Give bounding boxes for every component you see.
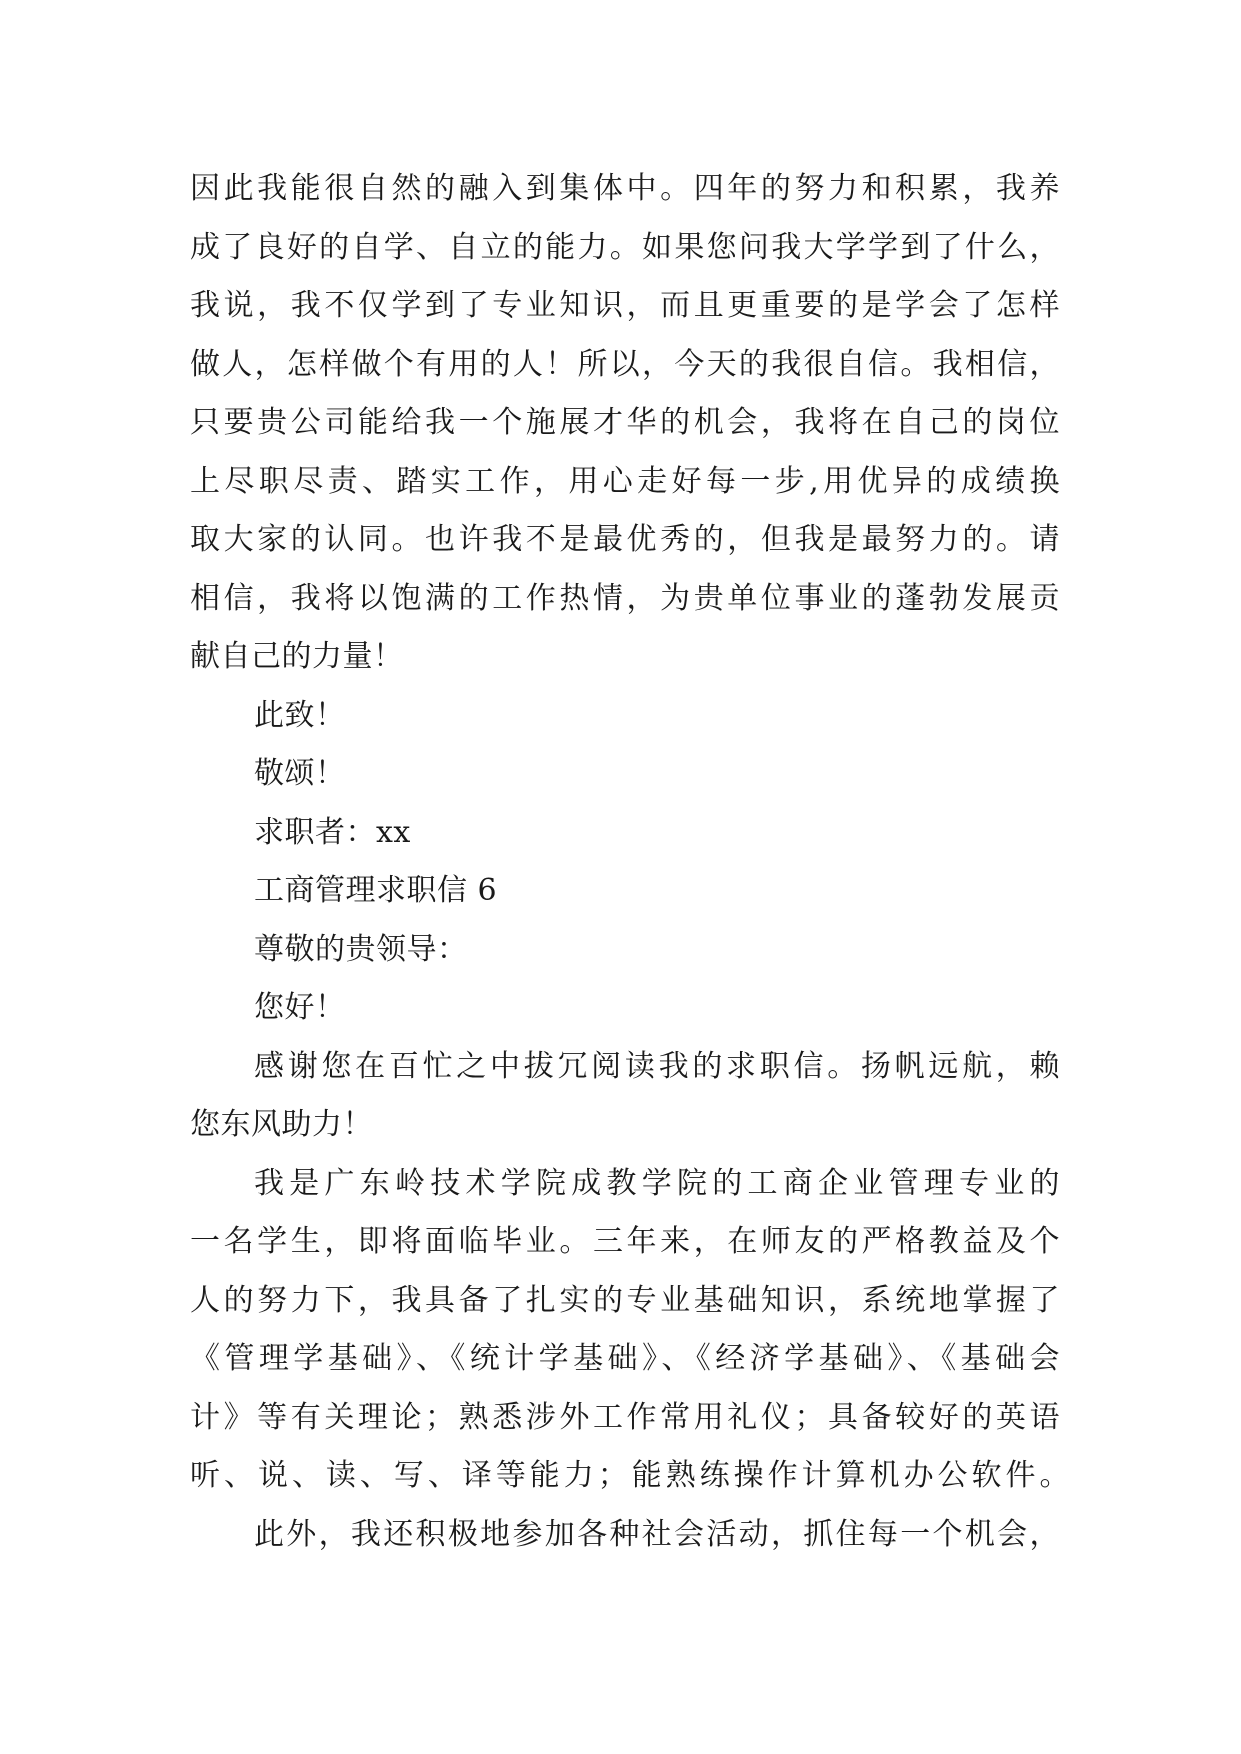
- text-line: 取大家的认同。也许我不是最优秀的，但我是最努力的。请: [190, 522, 1060, 557]
- signature-line: 求职者：xx: [254, 814, 411, 850]
- salutation-line: 尊敬的贵领导：: [254, 931, 468, 967]
- text-line: 上尽职尽责、踏实工作，用心走好每一步,用优异的成绩换: [190, 463, 1060, 499]
- text-line: 《管理学基础》、《统计学基础》、《经济学基础》、《基础会: [190, 1341, 1060, 1376]
- section-title: 工商管理求职信 6: [254, 873, 498, 908]
- text-line: 成了良好的自学、自立的能力。如果您问我大学学到了什么，: [190, 229, 1060, 265]
- text-line: 人的努力下，我具备了扎实的专业基础知识，系统地掌握了: [190, 1282, 1060, 1318]
- closing-line: 敬颂！: [254, 756, 346, 791]
- text-line: 听、说、读、写、译等能力；能熟练操作计算机办公软件。: [190, 1458, 1070, 1493]
- text-line: 我是广东岭技术学院成教学院的工商企业管理专业的: [254, 1165, 1060, 1201]
- closing-line: 此致！: [254, 697, 346, 733]
- text-line: 因此我能很自然的融入到集体中。四年的努力和积累，我养: [190, 171, 1060, 206]
- text-line: 此外，我还积极地参加各种社会活动，抓住每一个机会，: [254, 1516, 1060, 1552]
- text-line: 您东风助力！: [190, 1107, 373, 1142]
- text-line: 计》等有关理论；熟悉涉外工作常用礼仪；具备较好的英语: [190, 1399, 1060, 1435]
- text-line: 做人，怎样做个有用的人！所以，今天的我很自信。我相信，: [190, 346, 1060, 382]
- text-line: 献自己的力量！: [190, 639, 404, 674]
- text-line: 我说，我不仅学到了专业知识，而且更重要的是学会了怎样: [190, 288, 1060, 323]
- document-body: [190, 160, 1070, 1564]
- greeting-line: 您好！: [254, 990, 346, 1025]
- text-line: 相信，我将以饱满的工作热情，为贵单位事业的蓬勃发展贡: [190, 580, 1060, 616]
- text-line: 感谢您在百忙之中拔冗阅读我的求职信。扬帆远航，赖: [254, 1048, 1060, 1084]
- text-line: 只要贵公司能给我一个施展才华的机会，我将在自己的岗位: [190, 405, 1060, 440]
- text-line: 一名学生，即将面临毕业。三年来，在师友的严格教益及个: [190, 1224, 1060, 1259]
